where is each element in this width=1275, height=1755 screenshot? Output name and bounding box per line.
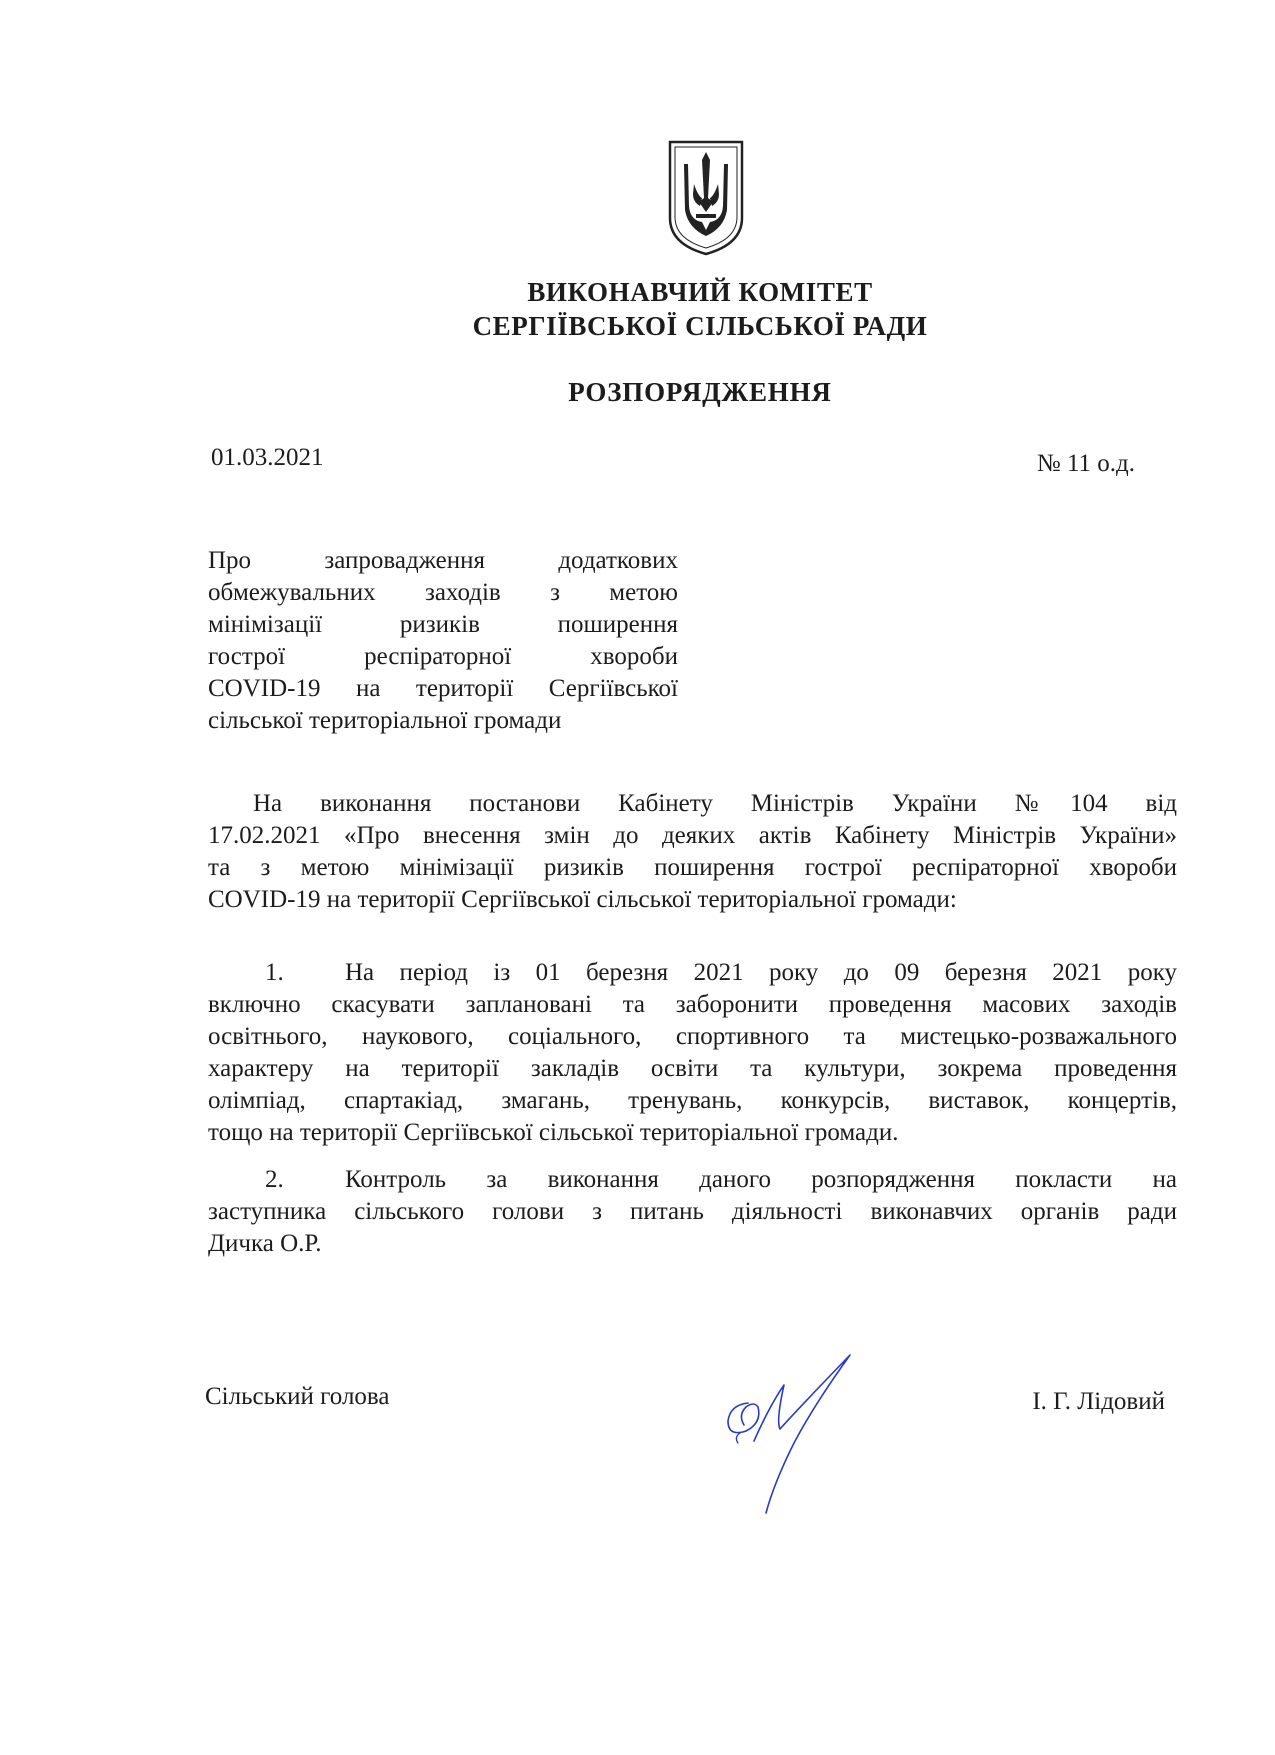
list-item-line: характеру на території закладів освіти та культури, зокрема проведення <box>208 1055 1177 1082</box>
list-item-line: Дичка О.Р. <box>208 1230 322 1257</box>
org-name-line-2: СЕРГІЇВСЬКОЇ СІЛЬСЬКОЇ РАДИ <box>472 311 928 341</box>
preamble-line: та з метою мінімізації ризиків поширення гострої респіраторної хвороби <box>208 854 1177 881</box>
list-item-line: тощо на території Сергіївської сільської територіальної громади. <box>208 1119 899 1146</box>
list-item-text: Контроль за виконання даного розпорядження покласти на <box>345 1166 1177 1193</box>
list-item-1 <box>208 957 1177 1149</box>
list-item-first-line <box>208 1164 1177 1196</box>
org-name-line-1: ВИКОНАВЧИЙ КОМІТЕТ <box>527 277 873 307</box>
preamble-line: 17.02.2021 «Про внесення змін до деяких актів Кабінету Міністрів України» <box>208 822 1177 849</box>
subject-block <box>208 545 678 737</box>
subject-line: Про запровадження додаткових <box>208 547 678 574</box>
list-item-line: заступника сільського голови з питань діяльності виконавчих органів ради <box>208 1198 1177 1225</box>
list-item-first-line <box>208 957 1177 989</box>
document-date: 01.03.2021 <box>211 444 324 471</box>
list-item-line: включно скасувати заплановані та заборонити проведення масових заходів <box>208 991 1177 1018</box>
preamble-line: COVID-19 на території Сергіївської сільської територіальної громади: <box>208 886 957 913</box>
signatory-role: Сільський голова <box>205 1383 390 1410</box>
signatory-name: І. Г. Лідовий <box>1032 1388 1165 1415</box>
document-type-title: РОЗПОРЯДЖЕННЯ <box>568 377 832 407</box>
list-item-text: На період із 01 березня 2021 року до 09 березня 2021 року <box>345 959 1177 986</box>
list-item-number: 1. <box>265 959 284 986</box>
list-item-2 <box>208 1164 1177 1260</box>
list-item-number: 2. <box>265 1166 284 1193</box>
subject-line: обмежувальних заходів з метою <box>208 579 678 606</box>
handwritten-signature <box>710 1345 890 1520</box>
list-item-line: освітнього, наукового, соціального, спортивного та мистецько-розважального <box>208 1023 1177 1050</box>
subject-line: гострої респіраторної хвороби <box>208 643 678 670</box>
document-number: № 11 о.д. <box>1036 450 1135 477</box>
list-item-line: олімпіад, спартакіад, змагань, тренувань, конкурсів, виставок, концертів, <box>208 1087 1177 1114</box>
preamble-line: На виконання постанови Кабінету Міністрів України №104 від <box>253 790 1177 817</box>
subject-line: мінімізації ризиків поширення <box>208 611 678 638</box>
trident-emblem-icon <box>666 140 746 256</box>
preamble-paragraph <box>208 788 1177 916</box>
subject-line: сільської територіальної громади <box>208 707 562 734</box>
subject-line: COVID-19 на території Сергіївської <box>208 675 678 702</box>
